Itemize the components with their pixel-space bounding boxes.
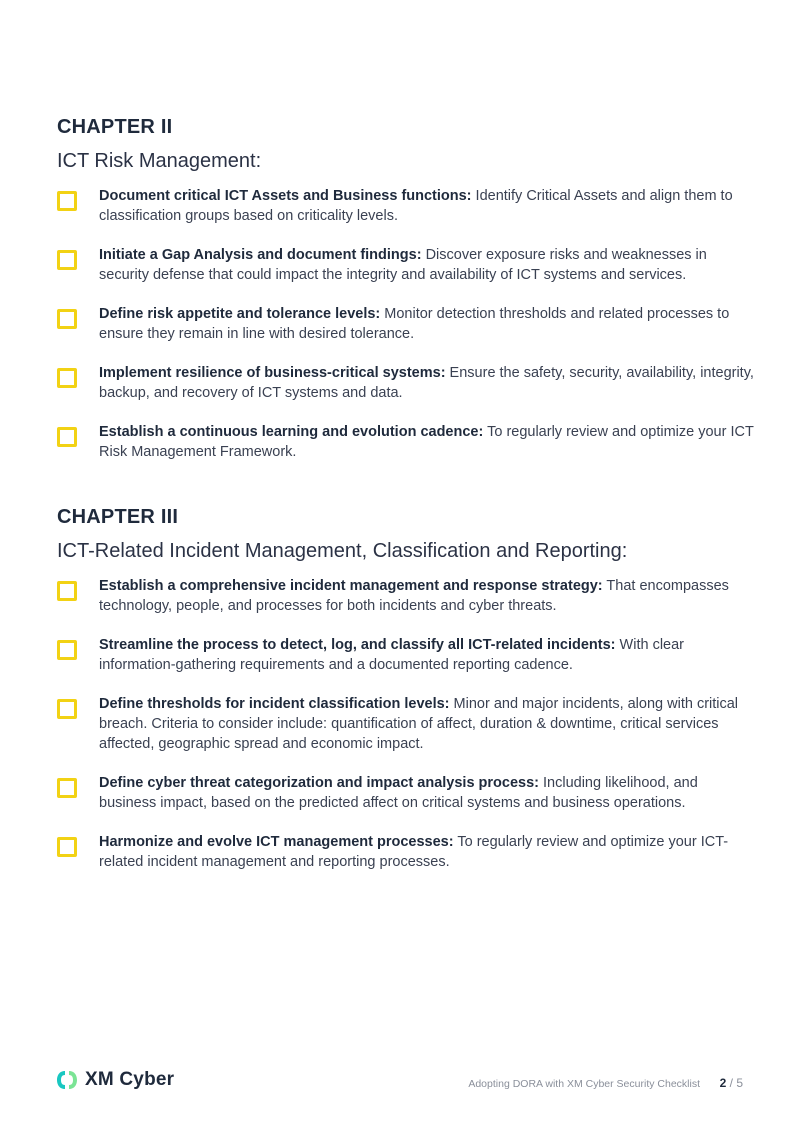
item-title: Streamline the process to detect, log, and classify all ICT-related incidents: (99, 637, 616, 653)
item-description: Monitor detection thresholds and related processes to ensure they remain in line with desired tolerance. (99, 306, 730, 342)
checklist-item (57, 245, 757, 285)
chapter-2-section (57, 114, 757, 481)
item-text (99, 245, 757, 285)
chapter-label: CHAPTER III (57, 506, 179, 528)
item-description: Minor and major incidents, along with critical breach. Criteria to consider include: quantification of affect, duration & downtime, critical services affected, geographic spread and economic impact. (99, 696, 739, 752)
chapter-label: CHAPTER II (57, 116, 173, 138)
checkbox[interactable] (57, 837, 77, 857)
item-description: Including likelihood, and business impact, based on the predicted affect on critical systems and business operations. (99, 775, 698, 811)
item-text (99, 304, 757, 344)
item-description: That encompasses technology, people, and processes for both incidents and cyber threats. (99, 578, 729, 614)
item-text (99, 773, 757, 813)
xm-cyber-logo-icon (55, 1068, 79, 1092)
item-title: Document critical ICT Assets and Business functions: (99, 188, 472, 204)
checklist-item (57, 422, 757, 462)
checklist-item (57, 832, 757, 872)
item-title: Establish a continuous learning and evolution cadence: (99, 424, 484, 440)
item-title: Initiate a Gap Analysis and document findings: (99, 247, 422, 263)
item-title: Define risk appetite and tolerance levels: (99, 306, 381, 322)
checklist-item (57, 186, 757, 226)
page-current: 2 (719, 1076, 727, 1090)
item-text (99, 422, 757, 462)
checkbox[interactable] (57, 368, 77, 388)
checkbox[interactable] (57, 427, 77, 447)
checklist (57, 576, 757, 872)
item-text (99, 635, 757, 675)
item-title: Define thresholds for incident classification levels: (99, 696, 450, 712)
item-text (99, 186, 757, 226)
checklist-item (57, 773, 757, 813)
item-description: Ensure the safety, security, availability, integrity, backup, and recovery of ICT systems and data. (99, 365, 754, 401)
item-title: Establish a comprehensive incident management and response strategy: (99, 578, 603, 594)
item-description: Identify Critical Assets and align them to classification groups based on criticality levels. (99, 188, 733, 224)
checklist-item (57, 694, 757, 754)
chapter-title: ICT Risk Management: (57, 150, 262, 172)
page-separator: / (726, 1076, 737, 1090)
document-title: Adopting DORA with XM Cyber Security Checklist (468, 1078, 700, 1090)
company-logo (55, 1068, 174, 1092)
checklist-item (57, 576, 757, 616)
checkbox[interactable] (57, 250, 77, 270)
checklist (57, 186, 757, 462)
checklist-item (57, 363, 757, 403)
checkbox[interactable] (57, 191, 77, 211)
checkbox[interactable] (57, 581, 77, 601)
checkbox[interactable] (57, 640, 77, 660)
item-description: With clear information-gathering requirements and a documented reporting cadence. (99, 637, 685, 673)
logo-text: XM Cyber (85, 1069, 175, 1090)
item-title: Implement resilience of business-critical systems: (99, 365, 446, 381)
item-description: To regularly review and optimize your ICT Risk Management Framework. (99, 424, 754, 460)
item-title: Harmonize and evolve ICT management processes: (99, 834, 454, 850)
checklist-item (57, 635, 757, 675)
chapter-title: ICT-Related Incident Management, Classification and Reporting: (57, 540, 628, 562)
checkbox[interactable] (57, 699, 77, 719)
checkbox[interactable] (57, 309, 77, 329)
item-description: To regularly review and optimize your ICT-related incident management and reporting processes. (99, 834, 729, 870)
item-text (99, 694, 757, 754)
checklist-item (57, 304, 757, 344)
item-text (99, 832, 757, 872)
checkbox[interactable] (57, 778, 77, 798)
item-text (99, 363, 757, 403)
item-text (99, 576, 757, 616)
page-number (720, 1076, 743, 1090)
page-total: 5 (736, 1076, 743, 1090)
chapter-3-section (57, 504, 757, 891)
item-description: Discover exposure risks and weaknesses in security defense that could impact the integrity and availability of ICT systems and services. (99, 247, 707, 283)
item-title: Define cyber threat categorization and impact analysis process: (99, 775, 539, 791)
